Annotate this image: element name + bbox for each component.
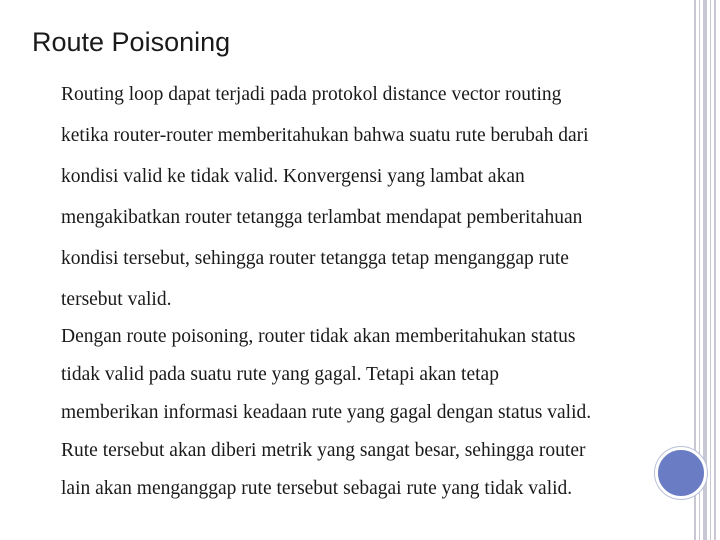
- text-line: kondisi valid ke tidak valid. Konvergensi yang lambat akan: [61, 166, 525, 187]
- paragraph-routing-loop: [61, 83, 671, 329]
- text-line: kondisi tersebut, sehingga router tetangga tetap menganggap rute: [61, 248, 569, 269]
- text-line: Dengan route poisoning, router tidak akan memberitahukan status: [61, 326, 576, 347]
- text-line: Rute tersebut akan diberi metrik yang sangat besar, sehingga router: [61, 440, 586, 461]
- paragraph-route-poisoning: [61, 325, 671, 515]
- text-line: tidak valid pada suatu rute yang gagal. Tetapi akan tetap: [61, 364, 499, 385]
- text-line: Routing loop dapat terjadi pada protokol distance vector routing: [61, 84, 562, 105]
- text-line: ketika router-router memberitahukan bahwa suatu rute berubah dari: [61, 125, 589, 146]
- text-line: lain akan menganggap rute tersebut sebagai rute yang tidak valid.: [61, 478, 573, 499]
- text-line: mengakibatkan router tetangga terlambat mendapat pemberitahuan: [61, 207, 583, 228]
- text-line: tersebut valid.: [61, 289, 172, 310]
- border-line: [703, 0, 707, 540]
- border-line: [714, 0, 716, 540]
- text-line: memberikan informasi keadaan rute yang gagal dengan status valid.: [61, 402, 592, 423]
- border-line: [710, 0, 711, 540]
- decorative-circle: [655, 447, 707, 499]
- slide-title: Route Poisoning: [32, 27, 231, 57]
